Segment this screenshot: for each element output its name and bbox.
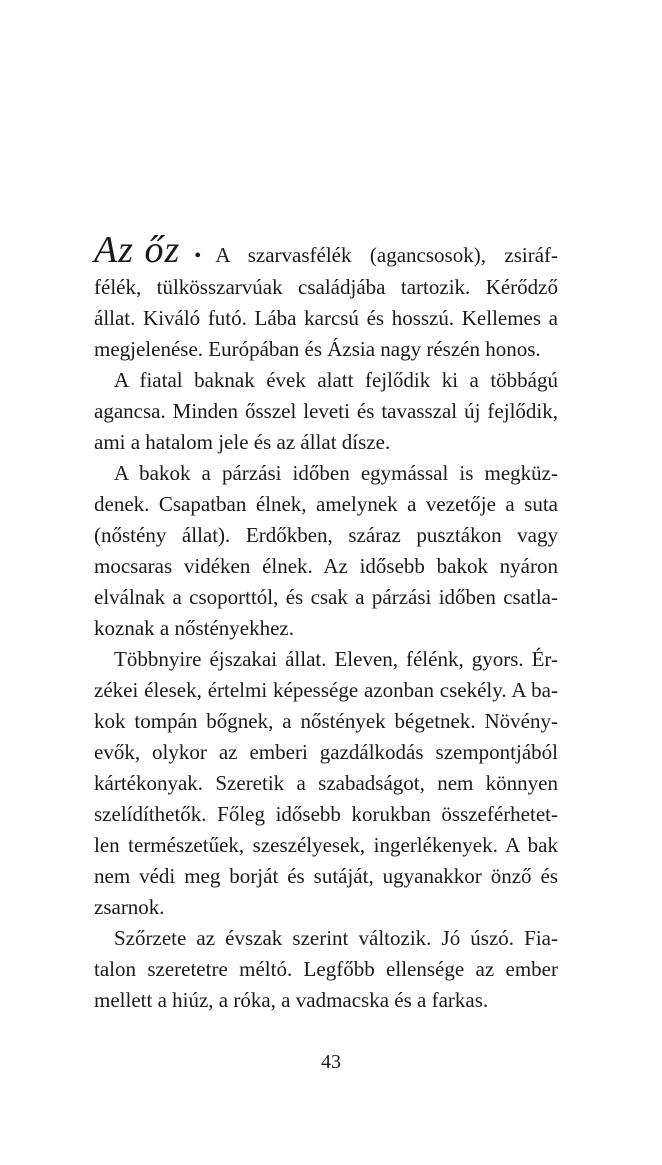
text-line: len természetűek, szeszélyesek, ingerlékenyek. A bak <box>94 833 558 857</box>
page-number: 43 <box>321 1051 341 1073</box>
text-line: mocsaras vidéken élnek. Az idősebb bakok nyáron <box>94 554 558 578</box>
entry-first-line <box>94 228 558 272</box>
text-block <box>94 228 558 1016</box>
text-line: szelídíthetők. Főleg idősebb korukban összeférhetet- <box>94 802 558 826</box>
text-line: ami a hatalom jele és az állat dísze. <box>94 430 391 454</box>
paragraph-4 <box>94 644 558 923</box>
text-line: A fiatal baknak évek alatt fejlődik ki a többágú <box>114 368 558 392</box>
text-line: zsarnok. <box>94 895 165 919</box>
bullet-separator: • <box>194 245 202 267</box>
text-line: Többnyire éjszakai állat. Eleven, félénk, gyors. Ér- <box>114 647 558 671</box>
text-line: (nőstény állat). Erdőkben, száraz pusztákon vagy <box>94 523 558 547</box>
text-line: elválnak a csoporttól, és csak a párzási időben csatla- <box>94 585 558 609</box>
text-line: kártékonyak. Szeretik a szabadságot, nem könnyen <box>94 771 558 795</box>
text-line: A bakok a párzási időben egymással is megküz- <box>114 461 558 485</box>
text-line: kok tompán bőgnek, a nőstények bégetnek. Növény- <box>94 709 558 733</box>
paragraph-3 <box>94 458 558 644</box>
text-line: zékei élesek, értelmi képessége azonban csekély. A ba- <box>94 678 558 702</box>
text-line: koznak a nőstényekhez. <box>94 616 295 640</box>
text-line: agancsa. Minden ősszel leveti és tavasszal új fejlődik, <box>94 399 558 423</box>
text-line: mellett a hiúz, a róka, a vadmacska és a farkas. <box>94 988 489 1012</box>
text-line: evők, olykor az emberi gazdálkodás szempontjából <box>94 740 558 764</box>
text-line: denek. Csapatban élnek, amelynek a vezetője a suta <box>94 492 558 516</box>
paragraph-2 <box>94 365 558 458</box>
text-line: Szőrzete az évszak szerint változik. Jó úszó. Fia- <box>114 926 558 950</box>
text-line: állat. Kiváló futó. Lába karcsú és hosszú. Kellemes a <box>94 306 558 330</box>
text-line: megjelenése. Európában és Ázsia nagy részén honos. <box>94 337 541 361</box>
text-line: talon szeretetre méltó. Legfőbb ellensége az ember <box>94 957 558 981</box>
entry-headword: Az őz <box>94 229 181 271</box>
text-line: A szarvasfélék (agancsosok), zsiráf- <box>215 243 558 267</box>
paragraph-5 <box>94 923 558 1016</box>
text-line: nem védi meg borját és sutáját, ugyanakkor önző és <box>94 864 558 888</box>
text-line: félék, tülkösszarvúak családjába tartozik. Kérődző <box>94 275 558 299</box>
paragraph-1 <box>94 272 558 365</box>
